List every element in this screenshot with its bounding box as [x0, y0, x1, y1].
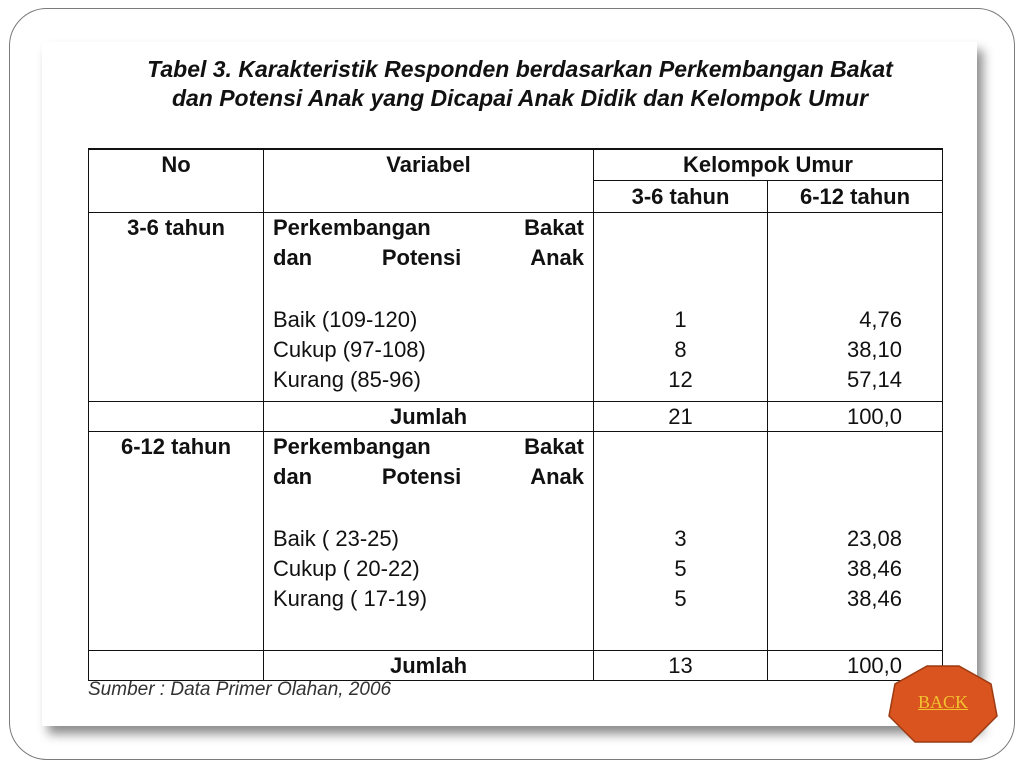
total-a: 21 [594, 402, 768, 432]
value-b: 38,10 [846, 337, 903, 362]
value-b: 38,46 [846, 586, 903, 611]
header-variabel-spacer [264, 181, 594, 213]
value-b: 23,08 [846, 526, 903, 551]
value-b: 57,14 [846, 367, 903, 392]
header-age-6-12: 6-12 tahun [768, 181, 943, 213]
row-label: Baik (109-120) [273, 307, 418, 332]
group-heading [273, 432, 584, 492]
back-button[interactable] [887, 664, 999, 744]
heading-line-1 [273, 432, 584, 462]
group-row [89, 213, 943, 402]
total-row [89, 651, 943, 681]
row-label: Kurang (85-96) [273, 367, 421, 392]
total-label: Jumlah [264, 402, 594, 432]
header-age-3-6: 3-6 tahun [594, 181, 768, 213]
group-age-b-values [768, 213, 943, 402]
heading-word-1: Perkembangan [273, 434, 431, 459]
total-row [89, 402, 943, 432]
header-row-1 [89, 149, 943, 181]
source-note: Sumber : Data Primer Olahan, 2006 [88, 679, 392, 700]
group-age-b-values [768, 432, 943, 651]
total-b: 100,0 [768, 402, 943, 432]
heading-word-2: Bakat [524, 215, 584, 240]
header-kelompok-umur: Kelompok Umur [594, 149, 943, 181]
group-row [89, 432, 943, 651]
value-a: 12 [668, 367, 693, 392]
value-a: 5 [674, 556, 687, 581]
header-row-2 [89, 181, 943, 213]
heading-word-1: Perkembangan [273, 215, 431, 240]
total-spacer [89, 651, 264, 681]
group-variabel-cell [264, 432, 594, 651]
row-label: Kurang ( 17-19) [273, 586, 428, 611]
header-no-spacer [89, 181, 264, 213]
row-label: Cukup ( 20-22) [273, 556, 420, 581]
table-title [90, 55, 950, 113]
back-link-label[interactable]: BACK [917, 692, 968, 712]
row-label: Baik ( 23-25) [273, 526, 399, 551]
group-age-a-values [594, 213, 768, 402]
group-no: 3-6 tahun [89, 213, 264, 402]
group-heading [273, 213, 584, 273]
group-variabel-cell [264, 213, 594, 402]
heading-line-1 [273, 213, 584, 243]
value-a: 1 [674, 307, 687, 332]
heading-line-2: dan Potensi Anak [273, 464, 584, 489]
total-label: Jumlah [264, 651, 594, 681]
value-a: 5 [674, 586, 687, 611]
total-a: 13 [594, 651, 768, 681]
value-b: 4,76 [859, 307, 903, 332]
heading-word-2: Bakat [524, 434, 584, 459]
total-spacer [89, 402, 264, 432]
characteristics-table [88, 148, 943, 681]
group-age-a-values [594, 432, 768, 651]
row-label: Cukup (97-108) [273, 337, 426, 362]
header-no: No [89, 149, 264, 181]
value-b: 38,46 [846, 556, 903, 581]
document-page [42, 42, 977, 726]
title-line-1: Tabel 3. Karakteristik Responden berdasarkan Perkembangan Bakat [147, 56, 893, 82]
group-no: 6-12 tahun [89, 432, 264, 651]
header-variabel: Variabel [264, 149, 594, 181]
value-a: 3 [674, 526, 687, 551]
value-a: 8 [674, 337, 687, 362]
total-b: 100,0 [768, 651, 943, 681]
title-line-2: dan Potensi Anak yang Dicapai Anak Didik dan Kelompok Umur [171, 85, 869, 111]
heading-line-2: dan Potensi Anak [273, 245, 584, 270]
